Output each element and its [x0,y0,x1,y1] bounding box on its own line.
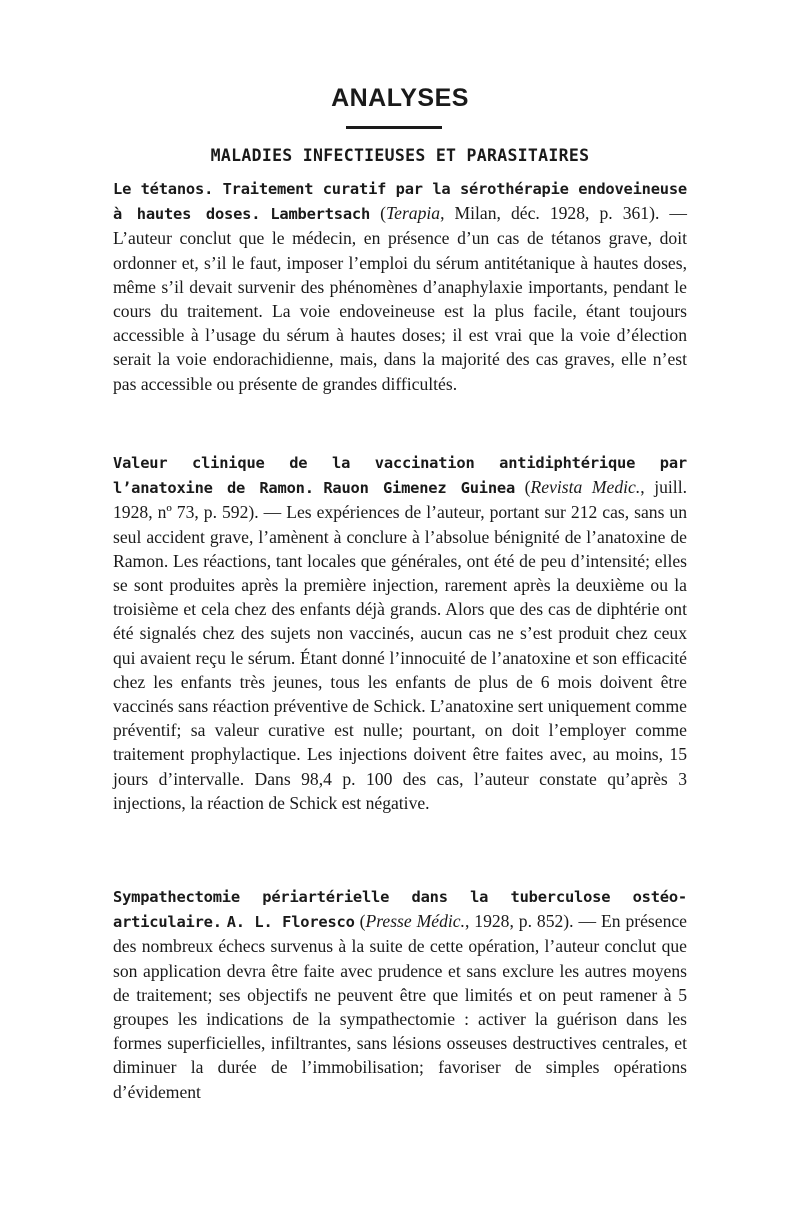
entry-author: A. L. Floresco [226,913,355,932]
entry-journal: Revista Medic. [530,477,641,498]
title-rule [346,126,442,129]
abstract-entry [113,450,687,815]
section-title: MALADIES INFECTIEUSES ET PARASITAIRES [210,146,590,165]
entry-journal: Terapia [385,203,441,224]
entry-author: Lambertsach [270,205,371,224]
entry-title: Valeur clinique de la vaccination antidiphtérique par l’anatoxine de Ramon. [113,454,687,498]
abstract-entry [113,884,687,1104]
entry-source: , 1928, p. 852). [464,911,574,932]
entry-source-open: ( [524,477,531,498]
entry-title: Le tétanos. Traitement curatif par la sérothérapie endoveineuse à hautes doses. [113,180,687,224]
entry-body: — Les expériences de l’auteur, portant sur 212 cas, sans un seul accident grave, l’amènent à conclure à l’absolue bénignité de l’anatoxine de Ramon. Les réactions, tant locales que générales, ont été de peu d’intensité; elles se sont produites après la première injection, rarement après la deuxième ou la troisième et cela chez des enfants déjà grands. Alors que des cas de diphtérie ont été signalés chez des sujets non vaccinés, aucun cas ne s’est produit chez ceux qui avaient reçu le sérum. Étant donné l’innocuité de l’anatoxine et son efficacité chez les enfants très jeunes, tous les enfants de plus de 6 mois doivent être vaccinés sans réaction préventive de Schick. L’anatoxine sert uniquement comme préventif; sa valeur curative est nulle; pourtant, on doit l’employer comme traitement prophylactique. Les injections doivent être faites avec, au moins, 15 jours d’intervalle. Dans 98,4 p. 100 des cas, l’auteur constate qu’après 3 injections, la réaction de Schick est négative. [113,502,687,813]
entry-title: Sympathectomie périartérielle dans la tuberculose ostéo-articulaire. [113,888,687,932]
abstract-entry [113,176,687,396]
entry-source-open: ( [380,203,386,224]
entry-journal: Presse Médic. [365,911,465,932]
entry-body: — L’auteur conclut que le médecin, en présence d’un cas de tétanos grave, doit ordonner et, s’il le faut, imposer l’emploi du sérum antitétanique à hautes doses, même s’il devait survenir des phénomènes d’anaphylaxie importants, pendant le cours du traitement. La voie endoveineuse est la plus facile, étant toujours accessible à l’usage du sérum à hautes doses; il est vrai que la voie d’élection serait la voie endorachidienne, mais, dans la majorité des cas graves, elle n’est pas accessible ou présente de grandes difficultés. [113,203,687,394]
entry-source: , Milan, déc. 1928, p. 361). [440,203,660,224]
entry-author: Rauon Gimenez Guinea [323,479,516,498]
running-title: ANALYSES [331,84,469,112]
entry-source-open: ( [359,911,366,932]
entry-body: — En présence des nombreux échecs survenus à la suite de cette opération, l’auteur conclut que son application devra être faite avec prudence et sans exclure les autres moyens de traitement; ses objectifs ne peuvent être que limités et on peut ramener à 5 groupes les indications de la sympathectomie : activer la guérison dans les formes superficielles, infiltrantes, sans lésions osseuses destructives centrales, et diminuer la durée de l’immobilisation; favoriser de simples opérations d’évidement [113,911,687,1102]
entry-source: , juill. 1928, nº 73, p. 592). [113,477,687,523]
